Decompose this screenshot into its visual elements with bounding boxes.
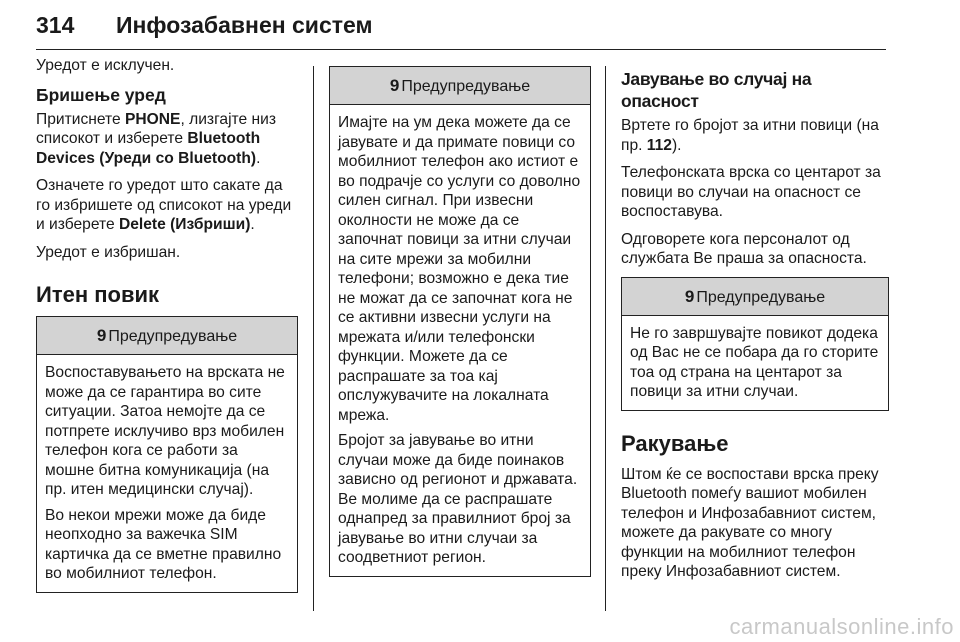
warning-box-1 bbox=[36, 316, 298, 593]
warning-body bbox=[37, 355, 297, 592]
warning-body bbox=[622, 316, 888, 410]
warning-triangle-icon: 9 bbox=[389, 76, 400, 95]
column-3 bbox=[621, 56, 889, 590]
warning-body bbox=[330, 105, 590, 576]
warning-text: Во некои мрежи може да биде неопходно за важечка SIM картичка да се вметне правилно во мобилниот телефон. bbox=[45, 506, 282, 582]
operation-text: Штом ќе се воспостави врска преку Bluetooth помеѓу вашиот мобилен телефон и Инфозабавниот систем, можете да ракувате со многу функции на мобилниот телефон преку Инфозабавниот систем. bbox=[621, 465, 879, 580]
column-divider-2 bbox=[605, 66, 606, 611]
emergency-step-1: Вртете го бројот за итни повици (на пр. 112). bbox=[621, 117, 879, 154]
page-number: 314 bbox=[36, 12, 75, 38]
device-disconnected-text: Уредот е исклучен. bbox=[36, 57, 175, 74]
operation-heading: Ракување bbox=[621, 430, 729, 456]
column-2 bbox=[329, 62, 591, 577]
emergency-call-heading: Итен повик bbox=[36, 282, 160, 307]
page-title: Инфозабавнен систем bbox=[116, 12, 373, 38]
warning-box-3 bbox=[621, 277, 889, 411]
device-deleted-text: Уредот е избришан. bbox=[36, 243, 181, 261]
warning-header: 9 Предупредување bbox=[622, 278, 888, 316]
delete-device-step-1: Притиснете PHONE, лизгајте низ списокот и изберете Bluetooth Devices (Уреди со Bluetooth). bbox=[36, 110, 277, 167]
watermark: carmanualsonline.info bbox=[729, 614, 954, 639]
page-header bbox=[36, 8, 886, 52]
warning-header: 9 Предупредување bbox=[330, 67, 590, 105]
warning-box-2 bbox=[329, 66, 591, 577]
warning-text: Воспоставувањето на врската не може да се гарантира во сите ситуации. Затоа немојте да се потпрете исклучиво врз мобилен телефон кога се работи за мошне битна комуникација (на пр. итен медицински случај). bbox=[45, 364, 285, 498]
warning-text: Не го завршувајте повикот додека од Вас не се побара да го сторите тоа од страна на центарот за повици за итни случаи. bbox=[630, 324, 879, 400]
column-1 bbox=[36, 56, 298, 593]
warning-text: Бројот за јавување во итни случаи може да биде поинаков зависно од регионот и државата. Ве молиме да се распрашате однапред за правилниот број за јавување во итни случаи за соодветниот регион. bbox=[338, 432, 578, 566]
header-rule bbox=[36, 49, 886, 50]
column-divider-1 bbox=[313, 66, 314, 611]
emergency-step-2: Телефонската врска со центарот за повици во случаи на опасност се воспоставува. bbox=[621, 164, 881, 220]
warning-triangle-icon: 9 bbox=[684, 286, 695, 306]
delete-device-step-2: Означете го уредот што сакате да го избришете од списокот на уреди и изберете Delete (Избриши). bbox=[36, 177, 292, 233]
warning-header: 9 Предупредување bbox=[37, 317, 297, 355]
emergency-step-3: Одговорете кога персоналот од службата Ве праша за опасноста. bbox=[621, 230, 867, 267]
warning-text: Имајте на ум дека можете да се јавувате и да примате повици со мобилниот телефон ако истиот е во подрачје со услуги со доволно силен сигнал. При извесни околности не може да се започнат повици за итни случаи на сите мрежи за мобилни телефони; возможно е дека тие не можат да се започнат кога не се активни извесни услуги на мрежата и/или телефонски функции. Можете да се распрашате за тоа кај опслужувачите на локалната мрежа. bbox=[338, 114, 581, 424]
emergency-calling-heading: Јавување во случај на опасност bbox=[621, 69, 812, 111]
delete-device-heading: Бришење уред bbox=[36, 84, 166, 105]
warning-triangle-icon: 9 bbox=[96, 326, 107, 345]
